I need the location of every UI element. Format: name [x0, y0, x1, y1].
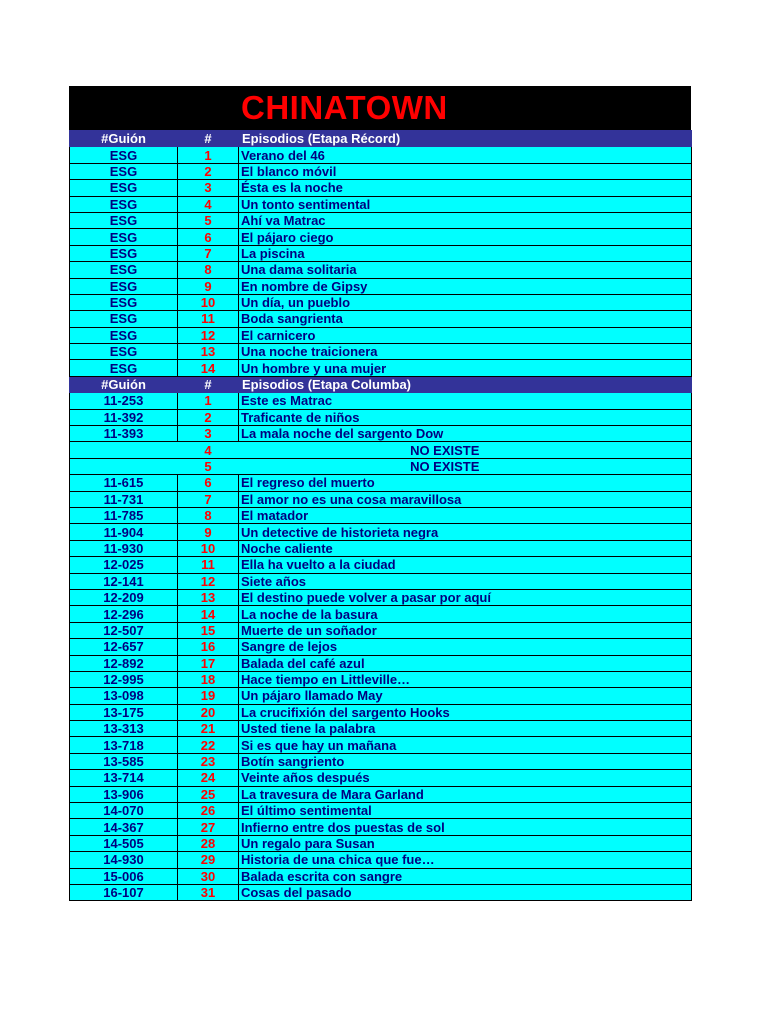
- number-cell: 14: [178, 606, 239, 622]
- number-cell: 31: [178, 884, 239, 900]
- guion-cell: ESG: [70, 327, 178, 343]
- guion-cell: 13-175: [70, 704, 178, 720]
- number-cell: 29: [178, 852, 239, 868]
- guion-cell: 12-995: [70, 671, 178, 687]
- episode-title-cell: Muerte de un soñador: [239, 622, 692, 638]
- episode-title-cell: Balada escrita con sangre: [239, 868, 692, 884]
- number-cell: 3: [178, 180, 239, 196]
- episode-title-cell: Ésta es la noche: [239, 180, 692, 196]
- table-row: [70, 360, 692, 376]
- number-cell: 10: [178, 540, 239, 556]
- table-row: [70, 753, 692, 769]
- episode-title-cell: Infierno entre dos puestas de sol: [239, 819, 692, 835]
- number-cell: 4: [178, 196, 239, 212]
- number-cell: 1: [178, 147, 239, 163]
- header-guion: #Guión: [70, 376, 178, 392]
- number-cell: 21: [178, 721, 239, 737]
- guion-cell: 12-296: [70, 606, 178, 622]
- episode-title-cell: NO EXISTE: [239, 458, 692, 474]
- number-cell: 1: [178, 393, 239, 409]
- table-row: [70, 229, 692, 245]
- number-cell: 12: [178, 327, 239, 343]
- episodes-table: [69, 130, 692, 901]
- number-cell: 4: [178, 442, 239, 458]
- table-row: [70, 639, 692, 655]
- number-cell: 10: [178, 294, 239, 310]
- guion-cell: 11-904: [70, 524, 178, 540]
- guion-cell: 11-253: [70, 393, 178, 409]
- table-row: [70, 524, 692, 540]
- episodes-table-body: [70, 131, 692, 901]
- episode-title-cell: Ahí va Matrac: [239, 212, 692, 228]
- guion-cell: 13-714: [70, 770, 178, 786]
- guion-cell: 16-107: [70, 884, 178, 900]
- number-cell: 14: [178, 360, 239, 376]
- number-cell: 7: [178, 245, 239, 261]
- episode-title-cell: La travesura de Mara Garland: [239, 786, 692, 802]
- header-episodes: Episodios (Etapa Récord): [239, 131, 692, 147]
- table-row: [70, 671, 692, 687]
- guion-cell: ESG: [70, 360, 178, 376]
- number-cell: 6: [178, 475, 239, 491]
- episode-title-cell: La noche de la basura: [239, 606, 692, 622]
- table-row: [70, 507, 692, 523]
- episode-title-cell: Ella ha vuelto a la ciudad: [239, 557, 692, 573]
- table-row: [70, 262, 692, 278]
- episode-title-cell: En nombre de Gipsy: [239, 278, 692, 294]
- table-row: [70, 426, 692, 442]
- header-num: #: [178, 376, 239, 392]
- guion-cell: ESG: [70, 294, 178, 310]
- table-row: [70, 393, 692, 409]
- table-row: [70, 884, 692, 900]
- guion-cell: 12-141: [70, 573, 178, 589]
- table-row: [70, 180, 692, 196]
- number-cell: 23: [178, 753, 239, 769]
- table-row: [70, 344, 692, 360]
- guion-cell: 12-892: [70, 655, 178, 671]
- episode-title-cell: Traficante de niños: [239, 409, 692, 425]
- number-cell: 28: [178, 835, 239, 851]
- episode-title-cell: Una dama solitaria: [239, 262, 692, 278]
- episode-title-cell: Usted tiene la palabra: [239, 721, 692, 737]
- guion-cell: 13-098: [70, 688, 178, 704]
- table-row: [70, 852, 692, 868]
- table-row: [70, 835, 692, 851]
- episode-title-cell: Este es Matrac: [239, 393, 692, 409]
- episode-title-cell: Noche caliente: [239, 540, 692, 556]
- number-cell: 30: [178, 868, 239, 884]
- episode-title-cell: Un pájaro llamado May: [239, 688, 692, 704]
- guion-cell: 11-615: [70, 475, 178, 491]
- episode-title-cell: Una noche traicionera: [239, 344, 692, 360]
- table-row: [70, 868, 692, 884]
- guion-cell: 13-906: [70, 786, 178, 802]
- table-row: [70, 606, 692, 622]
- guion-cell: ESG: [70, 278, 178, 294]
- guion-cell: 13-585: [70, 753, 178, 769]
- number-cell: 7: [178, 491, 239, 507]
- guion-cell: ESG: [70, 311, 178, 327]
- episode-title-cell: Veinte años después: [239, 770, 692, 786]
- number-cell: 26: [178, 803, 239, 819]
- number-cell: 5: [178, 212, 239, 228]
- table-row: [70, 770, 692, 786]
- table-row: [70, 294, 692, 310]
- table-row: [70, 327, 692, 343]
- number-cell: 16: [178, 639, 239, 655]
- episode-title-cell: El blanco móvil: [239, 163, 692, 179]
- episode-title-cell: NO EXISTE: [239, 442, 692, 458]
- table-row: [70, 721, 692, 737]
- number-cell: 13: [178, 344, 239, 360]
- episode-title-cell: Hace tiempo en Littleville…: [239, 671, 692, 687]
- episode-title-cell: El pájaro ciego: [239, 229, 692, 245]
- table-row: [70, 557, 692, 573]
- table-row: [70, 737, 692, 753]
- episode-title-cell: El amor no es una cosa maravillosa: [239, 491, 692, 507]
- table-row: [70, 409, 692, 425]
- table-row: [70, 704, 692, 720]
- guion-cell: 14-367: [70, 819, 178, 835]
- episode-title-cell: Botín sangriento: [239, 753, 692, 769]
- episode-title-cell: Balada del café azul: [239, 655, 692, 671]
- number-cell: 11: [178, 557, 239, 573]
- episode-title-cell: Boda sangrienta: [239, 311, 692, 327]
- number-cell: 24: [178, 770, 239, 786]
- header-num: #: [178, 131, 239, 147]
- episode-title-cell: Cosas del pasado: [239, 884, 692, 900]
- guion-cell: ESG: [70, 245, 178, 261]
- guion-cell: [70, 458, 178, 474]
- table-row: [70, 655, 692, 671]
- table-row: [70, 803, 692, 819]
- guion-cell: 14-505: [70, 835, 178, 851]
- spreadsheet: [69, 86, 691, 901]
- episode-title-cell: La mala noche del sargento Dow: [239, 426, 692, 442]
- number-cell: 15: [178, 622, 239, 638]
- guion-cell: 12-209: [70, 589, 178, 605]
- guion-cell: 11-785: [70, 507, 178, 523]
- number-cell: 3: [178, 426, 239, 442]
- guion-cell: 14-070: [70, 803, 178, 819]
- header-row-record: [70, 131, 692, 147]
- episode-title-cell: Siete años: [239, 573, 692, 589]
- guion-cell: ESG: [70, 212, 178, 228]
- guion-cell: ESG: [70, 262, 178, 278]
- table-row: [70, 786, 692, 802]
- title-bar: [69, 86, 691, 130]
- number-cell: 18: [178, 671, 239, 687]
- table-row: [70, 491, 692, 507]
- episode-title-cell: Sangre de lejos: [239, 639, 692, 655]
- guion-cell: 11-393: [70, 426, 178, 442]
- number-cell: 11: [178, 311, 239, 327]
- number-cell: 12: [178, 573, 239, 589]
- table-row: [70, 196, 692, 212]
- number-cell: 20: [178, 704, 239, 720]
- guion-cell: ESG: [70, 196, 178, 212]
- table-row: [70, 622, 692, 638]
- table-row: [70, 573, 692, 589]
- episode-title-cell: El último sentimental: [239, 803, 692, 819]
- number-cell: 2: [178, 409, 239, 425]
- number-cell: 13: [178, 589, 239, 605]
- guion-cell: ESG: [70, 147, 178, 163]
- episode-title-cell: Si es que hay un mañana: [239, 737, 692, 753]
- header-row-columba: [70, 376, 692, 392]
- number-cell: 17: [178, 655, 239, 671]
- header-guion: #Guión: [70, 131, 178, 147]
- number-cell: 2: [178, 163, 239, 179]
- episode-title-cell: El regreso del muerto: [239, 475, 692, 491]
- number-cell: 27: [178, 819, 239, 835]
- guion-cell: 12-657: [70, 639, 178, 655]
- guion-cell: 12-025: [70, 557, 178, 573]
- guion-cell: 12-507: [70, 622, 178, 638]
- guion-cell: 13-313: [70, 721, 178, 737]
- episode-title-cell: La piscina: [239, 245, 692, 261]
- episode-title-cell: Un día, un pueblo: [239, 294, 692, 310]
- number-cell: 9: [178, 278, 239, 294]
- episode-title-cell: La crucifixión del sargento Hooks: [239, 704, 692, 720]
- guion-cell: ESG: [70, 180, 178, 196]
- table-row: [70, 540, 692, 556]
- episode-title-cell: El matador: [239, 507, 692, 523]
- table-row: [70, 475, 692, 491]
- episode-title-cell: Un hombre y una mujer: [239, 360, 692, 376]
- number-cell: 8: [178, 262, 239, 278]
- table-row: [70, 163, 692, 179]
- table-row: [70, 819, 692, 835]
- table-row: [70, 311, 692, 327]
- table-row: [70, 278, 692, 294]
- episode-title-cell: Un regalo para Susan: [239, 835, 692, 851]
- table-row: [70, 212, 692, 228]
- guion-cell: 11-392: [70, 409, 178, 425]
- guion-cell: 11-731: [70, 491, 178, 507]
- guion-cell: 15-006: [70, 868, 178, 884]
- guion-cell: [70, 442, 178, 458]
- episode-title-cell: El carnicero: [239, 327, 692, 343]
- table-row: [70, 589, 692, 605]
- episode-title-cell: Un detective de historieta negra: [239, 524, 692, 540]
- table-row: [70, 245, 692, 261]
- episode-title-cell: Un tonto sentimental: [239, 196, 692, 212]
- number-cell: 22: [178, 737, 239, 753]
- episode-title-cell: Verano del 46: [239, 147, 692, 163]
- episode-title-cell: El destino puede volver a pasar por aquí: [239, 589, 692, 605]
- number-cell: 8: [178, 507, 239, 523]
- number-cell: 5: [178, 458, 239, 474]
- guion-cell: 13-718: [70, 737, 178, 753]
- table-row: [70, 442, 692, 458]
- guion-cell: 14-930: [70, 852, 178, 868]
- number-cell: 9: [178, 524, 239, 540]
- guion-cell: ESG: [70, 229, 178, 245]
- header-episodes: Episodios (Etapa Columba): [239, 376, 692, 392]
- table-row: [70, 688, 692, 704]
- number-cell: 6: [178, 229, 239, 245]
- sheet-title: CHINATOWN: [241, 89, 448, 126]
- number-cell: 25: [178, 786, 239, 802]
- table-row: [70, 458, 692, 474]
- guion-cell: ESG: [70, 163, 178, 179]
- episode-title-cell: Historia de una chica que fue…: [239, 852, 692, 868]
- guion-cell: 11-930: [70, 540, 178, 556]
- guion-cell: ESG: [70, 344, 178, 360]
- table-row: [70, 147, 692, 163]
- number-cell: 19: [178, 688, 239, 704]
